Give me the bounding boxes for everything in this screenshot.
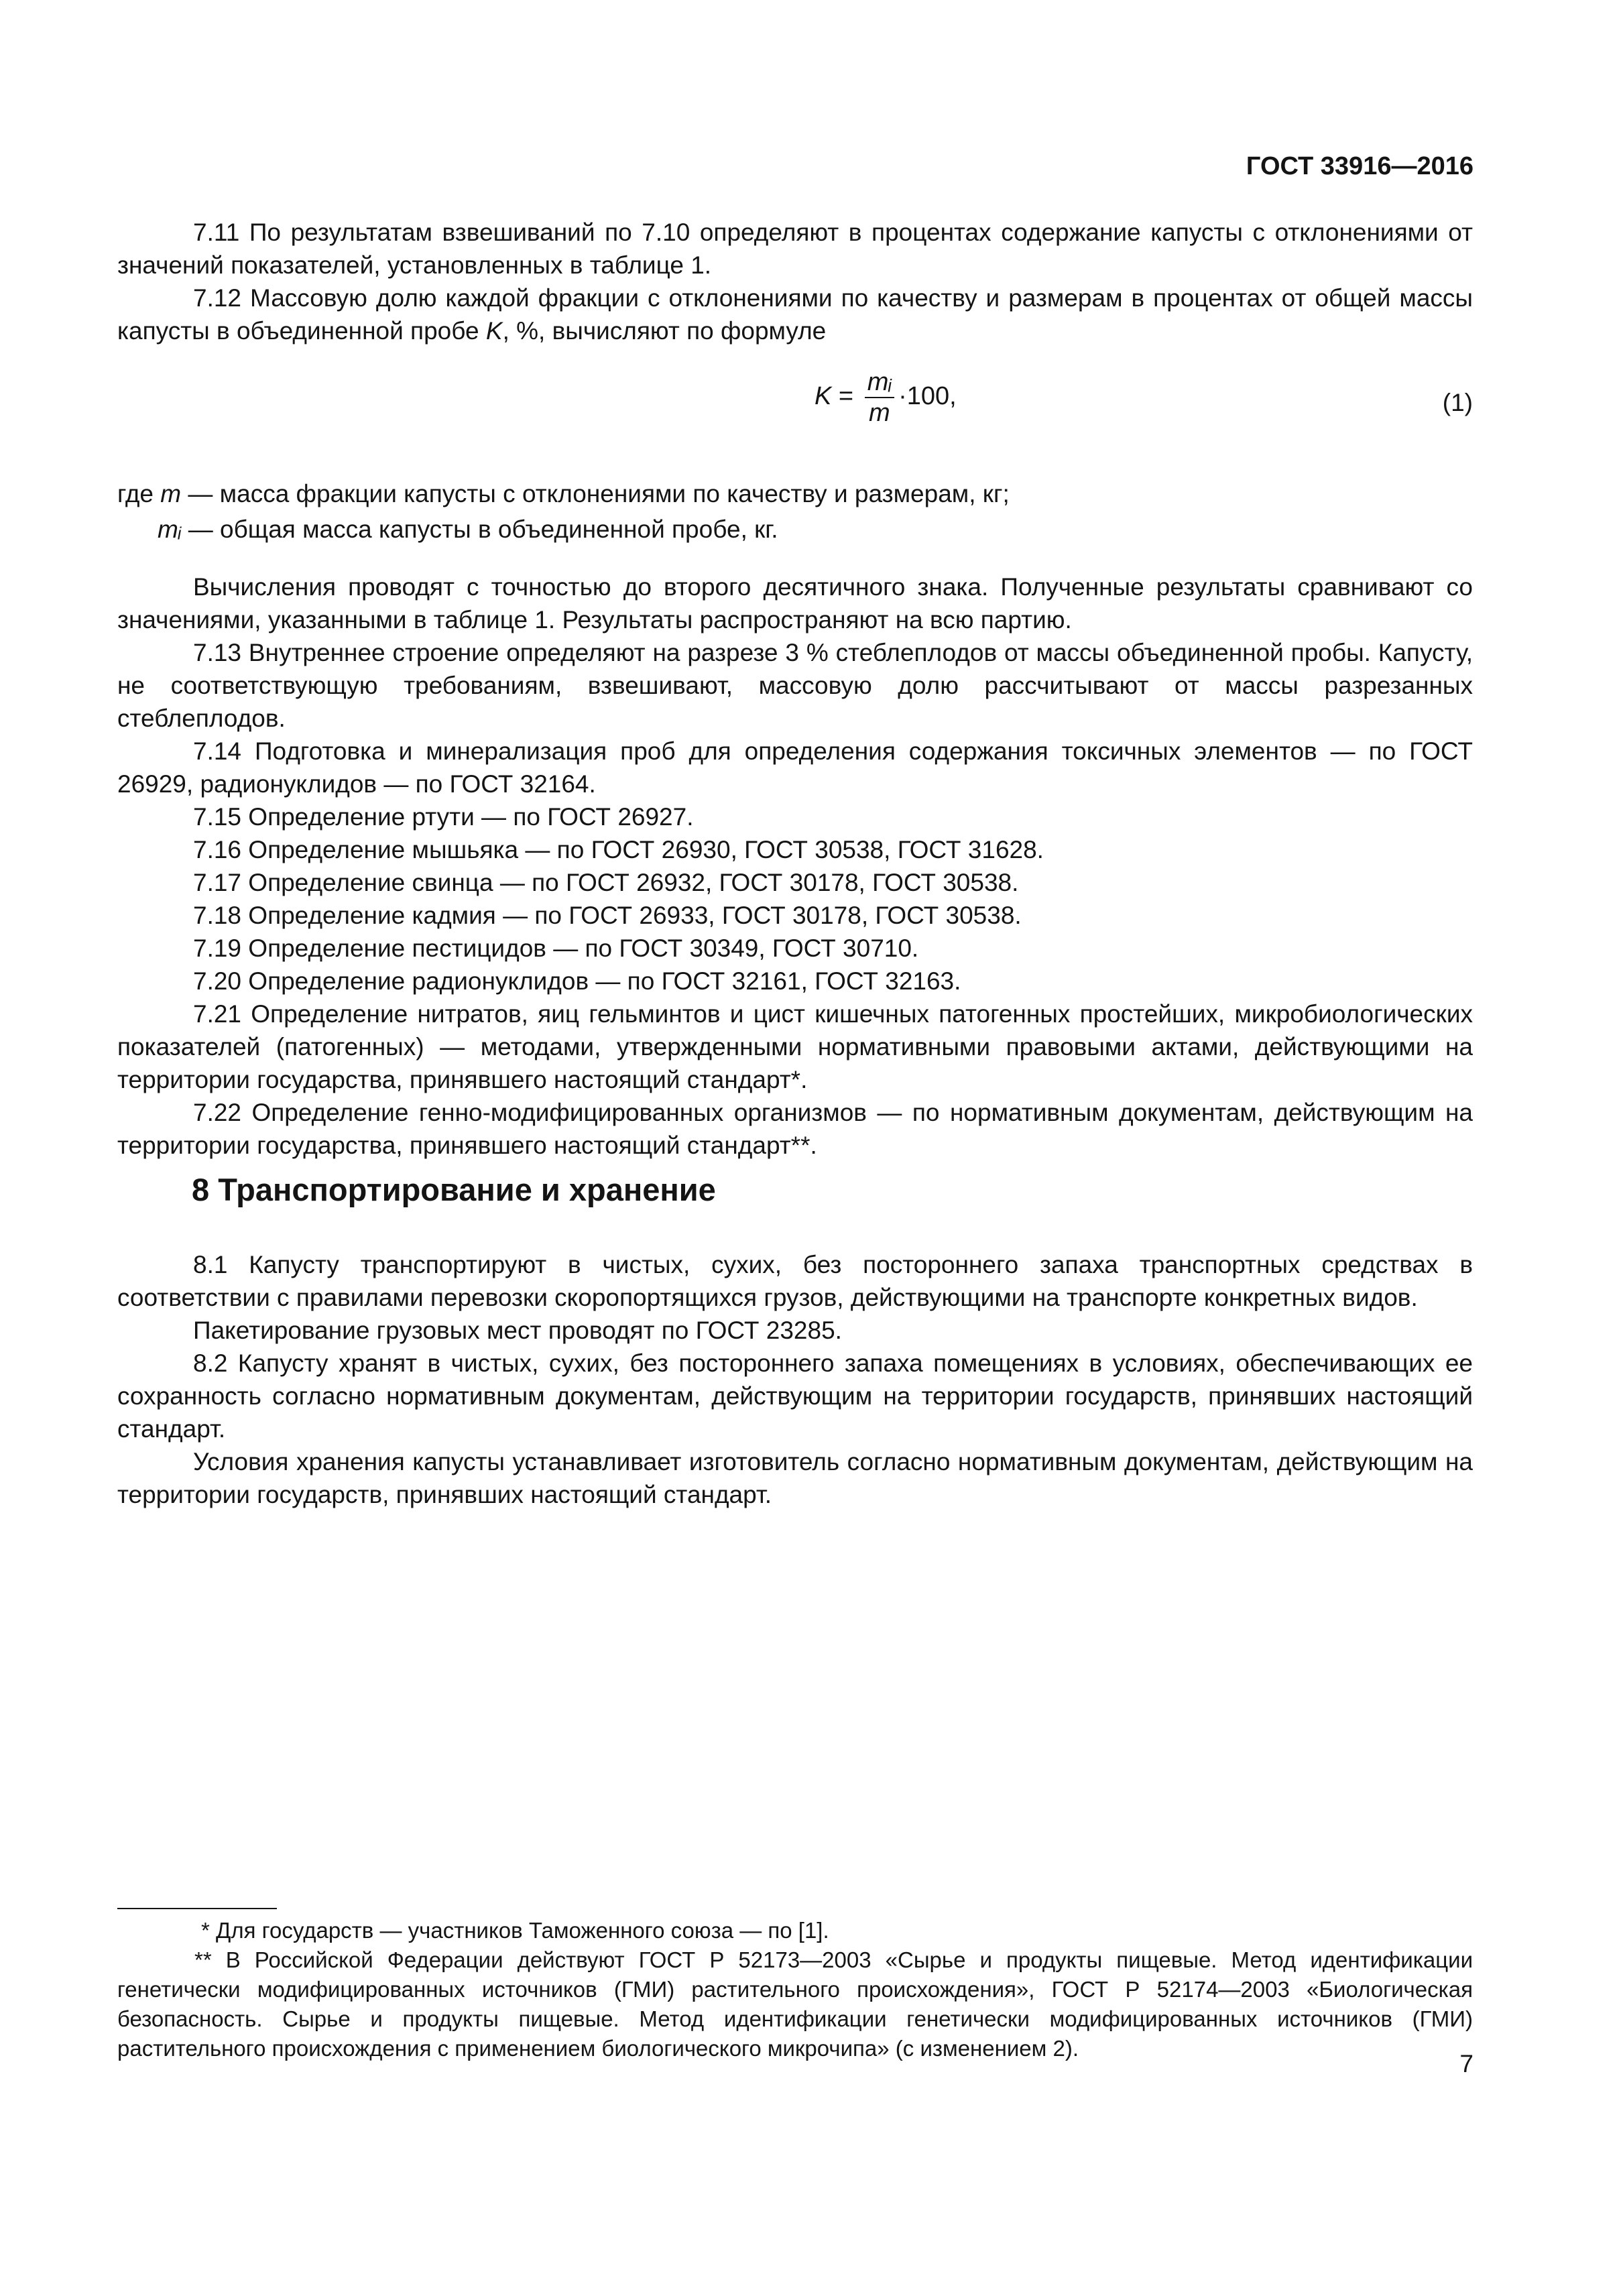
formula-number: (1) — [1442, 389, 1473, 416]
legend-symbol-m: m — [160, 480, 182, 507]
paragraph-7-12-text-a: 7.12 Массовую долю каждой фракции с отклонениями по качеству и размерам в процентах от общей массы капусты в объединенной пробе — [117, 284, 1473, 345]
formula-expression — [815, 367, 957, 428]
paragraph-storage-conditions: Условия хранения капусты устанавливает изготовитель согласно нормативным документам, действующим на территории государств, принявших настоящий стандарт. — [117, 1448, 1473, 1508]
paragraph-7-14: 7.14 Подготовка и минерализация проб для определения содержания токсичных элементов — по ГОСТ 26929, радионуклидов — по ГОСТ 32164. — [117, 737, 1473, 798]
paragraph-7-17: 7.17 Определение свинца — по ГОСТ 26932, ГОСТ 30178, ГОСТ 30538. — [193, 869, 1019, 896]
footnote-2: ** В Российской Федерации действуют ГОСТ Р 52173—2003 «Сырье и продукты пищевые. Метод идентификации генетически модифицированных источников (ГМИ) растительного происхождения», ГОСТ Р 52174—2003 «Биологическая безопасность. Сырье и продукты пищевые. Метод идентификации генетически модифицированных источников (ГМИ) растительного происхождения с применением биологического микрочипа» (с изменением 2). — [117, 1947, 1473, 2061]
paragraph-7-18: 7.18 Определение кадмия — по ГОСТ 26933, ГОСТ 30178, ГОСТ 30538. — [193, 902, 1022, 929]
paragraph-8-2: 8.2 Капусту хранят в чистых, сухих, без постороннего запаха помещениях в условиях, обеспечивающих ее сохранность согласно нормативным документам, действующим на территории государств, принявших настоящий стандарт. — [117, 1349, 1473, 1443]
variable-k: K — [485, 317, 503, 345]
section-8-title: 8 Транспортирование и хранение — [192, 1172, 716, 1207]
paragraph-7-15: 7.15 Определение ртути — по ГОСТ 26927. — [193, 803, 694, 831]
paragraphs-7-13-7-22 — [117, 570, 1473, 1162]
legend-row-m — [117, 477, 1473, 510]
legend-symbol-mi: mᵢ — [158, 516, 182, 543]
paragraph-calc-precision: Вычисления проводят с точностью до второго десятичного знака. Полученные результаты сравнивают со значениями, указанными в таблице 1. Результаты распространяют на всю партию. — [117, 573, 1473, 633]
formula-legend — [117, 477, 1473, 546]
formula-denominator: m — [869, 399, 890, 427]
formula-numerator: mᵢ — [865, 367, 894, 398]
paragraph-7-13: 7.13 Внутреннее строение определяют на разрезе 3 % стеблеплодов от массы объединенной пробы. Капусту, не соответствующую требованиям, взвешивают, массовую долю рассчитывают от массы разрезанных стеблеплодов. — [117, 639, 1473, 732]
legend-desc-m: — масса фракции капусты с отклонениями по качеству и размерам, кг; — [188, 480, 1010, 507]
paragraph-packaging: Пакетирование грузовых мест проводят по ГОСТ 23285. — [193, 1317, 842, 1344]
paragraph-7-21: 7.21 Определение нитратов, яиц гельминтов и цист кишечных патогенных простейших, микробиологических показателей (патогенных) — методами, утвержденными нормативными правовыми актами, действующими на территории государства, принявшего настоящий стандарт*. — [117, 1000, 1473, 1093]
formula-1 — [117, 362, 1473, 442]
document-code-header: ГОСТ 33916—2016 — [1246, 152, 1474, 180]
formula-rest: ·100, — [898, 382, 957, 411]
legend-desc-mi: — общая масса капусты в объединенной пробе, кг. — [188, 516, 778, 543]
paragraphs-7-11-7-12 — [117, 216, 1473, 347]
legend-row-mi — [117, 513, 1473, 546]
formula-lhs: K — [815, 382, 832, 411]
paragraph-7-19: 7.19 Определение пестицидов — по ГОСТ 30349, ГОСТ 30710. — [193, 934, 919, 962]
formula-equals: = — [838, 382, 854, 411]
paragraph-8-1: 8.1 Капусту транспортируют в чистых, сухих, без постороннего запаха транспортных средствах в соответствии с правилами перевозки скоропортящихся грузов, действующими на транспорте конкретных видов. — [117, 1251, 1473, 1311]
paragraph-7-12 — [117, 282, 1473, 347]
footnotes — [117, 1916, 1473, 2063]
paragraph-7-11: 7.11 По результатам взвешиваний по 7.10 определяют в процентах содержание капусты с отклонениями от значений показателей, установленных в таблице 1. — [117, 219, 1473, 279]
paragraph-7-16: 7.16 Определение мышьяка — по ГОСТ 26930, ГОСТ 30538, ГОСТ 31628. — [193, 836, 1044, 863]
footnote-1: * Для государств — участников Таможенного союза — по [1]. — [201, 1918, 829, 1943]
paragraph-7-20: 7.20 Определение радионуклидов — по ГОСТ 32161, ГОСТ 32163. — [193, 967, 961, 995]
paragraph-7-12-text-b: , %, вычисляют по формуле — [502, 317, 827, 345]
formula-fraction — [865, 367, 894, 428]
section-8-body — [117, 1248, 1473, 1511]
legend-prefix: где — [117, 480, 154, 507]
paragraph-7-22: 7.22 Определение генно-модифицированных организмов — по нормативным документам, действующим на территории государства, принявшего настоящий стандарт**. — [117, 1099, 1473, 1159]
footnote-separator — [117, 1908, 277, 1909]
page-number: 7 — [1459, 2050, 1474, 2077]
